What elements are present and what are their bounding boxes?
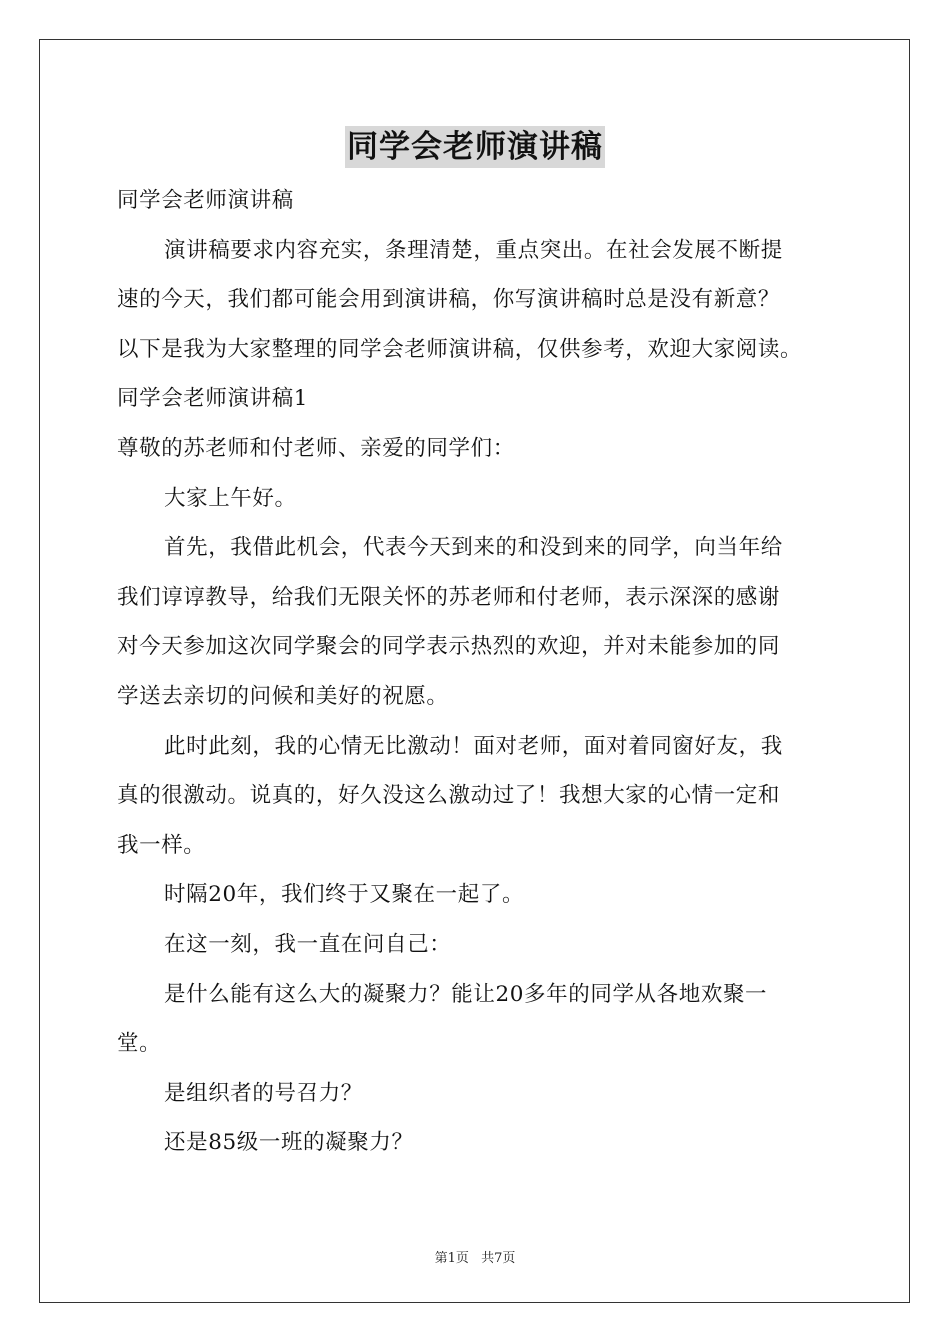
body-line: 学送去亲切的问候和美好的祝愿。 <box>117 683 449 709</box>
page-number: 第1页 <box>434 1251 469 1266</box>
page-footer <box>0 1247 950 1266</box>
title-container <box>0 126 950 168</box>
body-line: 速的今天，我们都可能会用到演讲稿，你写演讲稿时总是没有新意？ <box>117 287 781 313</box>
body-line: 真的很激动。说真的，好久没这么激动过了！我想大家的心情一定和 <box>117 783 781 809</box>
body-line: 大家上午好。 <box>164 485 297 511</box>
body-line: 时隔20年，我们终于又聚在一起了。 <box>164 882 525 908</box>
body-line: 首先，我借此机会，代表今天到来的和没到来的同学，向当年给 <box>164 535 783 561</box>
body-line: 是组织者的号召力？ <box>164 1080 363 1106</box>
section-heading: 同学会老师演讲稿1 <box>117 386 309 412</box>
document-title: 同学会老师演讲稿 <box>345 126 605 168</box>
total-pages: 共7页 <box>481 1251 516 1266</box>
body-line: 我一样。 <box>117 832 206 858</box>
document-body <box>117 176 837 1168</box>
body-line: 是什么能有这么大的凝聚力？能让20多年的同学从各地欢聚一 <box>164 981 768 1007</box>
body-line: 同学会老师演讲稿 <box>117 188 294 213</box>
salutation: 尊敬的苏老师和付老师、亲爱的同学们： <box>117 435 515 461</box>
body-line: 对今天参加这次同学聚会的同学表示热烈的欢迎，并对未能参加的同 <box>117 634 781 660</box>
body-line: 还是85级一班的凝聚力？ <box>164 1130 414 1156</box>
body-line: 我们谆谆教导，给我们无限关怀的苏老师和付老师，表示深深的感谢 <box>117 584 781 610</box>
body-line: 以下是我为大家整理的同学会老师演讲稿，仅供参考，欢迎大家阅读。 <box>117 336 803 362</box>
body-line: 此时此刻，我的心情无比激动！面对老师，面对着同窗好友，我 <box>164 733 783 759</box>
body-line: 在这一刻，我一直在问自己： <box>164 931 452 957</box>
body-line: 堂。 <box>117 1031 162 1057</box>
body-line: 演讲稿要求内容充实，条理清楚，重点突出。在社会发展不断提 <box>164 237 783 263</box>
